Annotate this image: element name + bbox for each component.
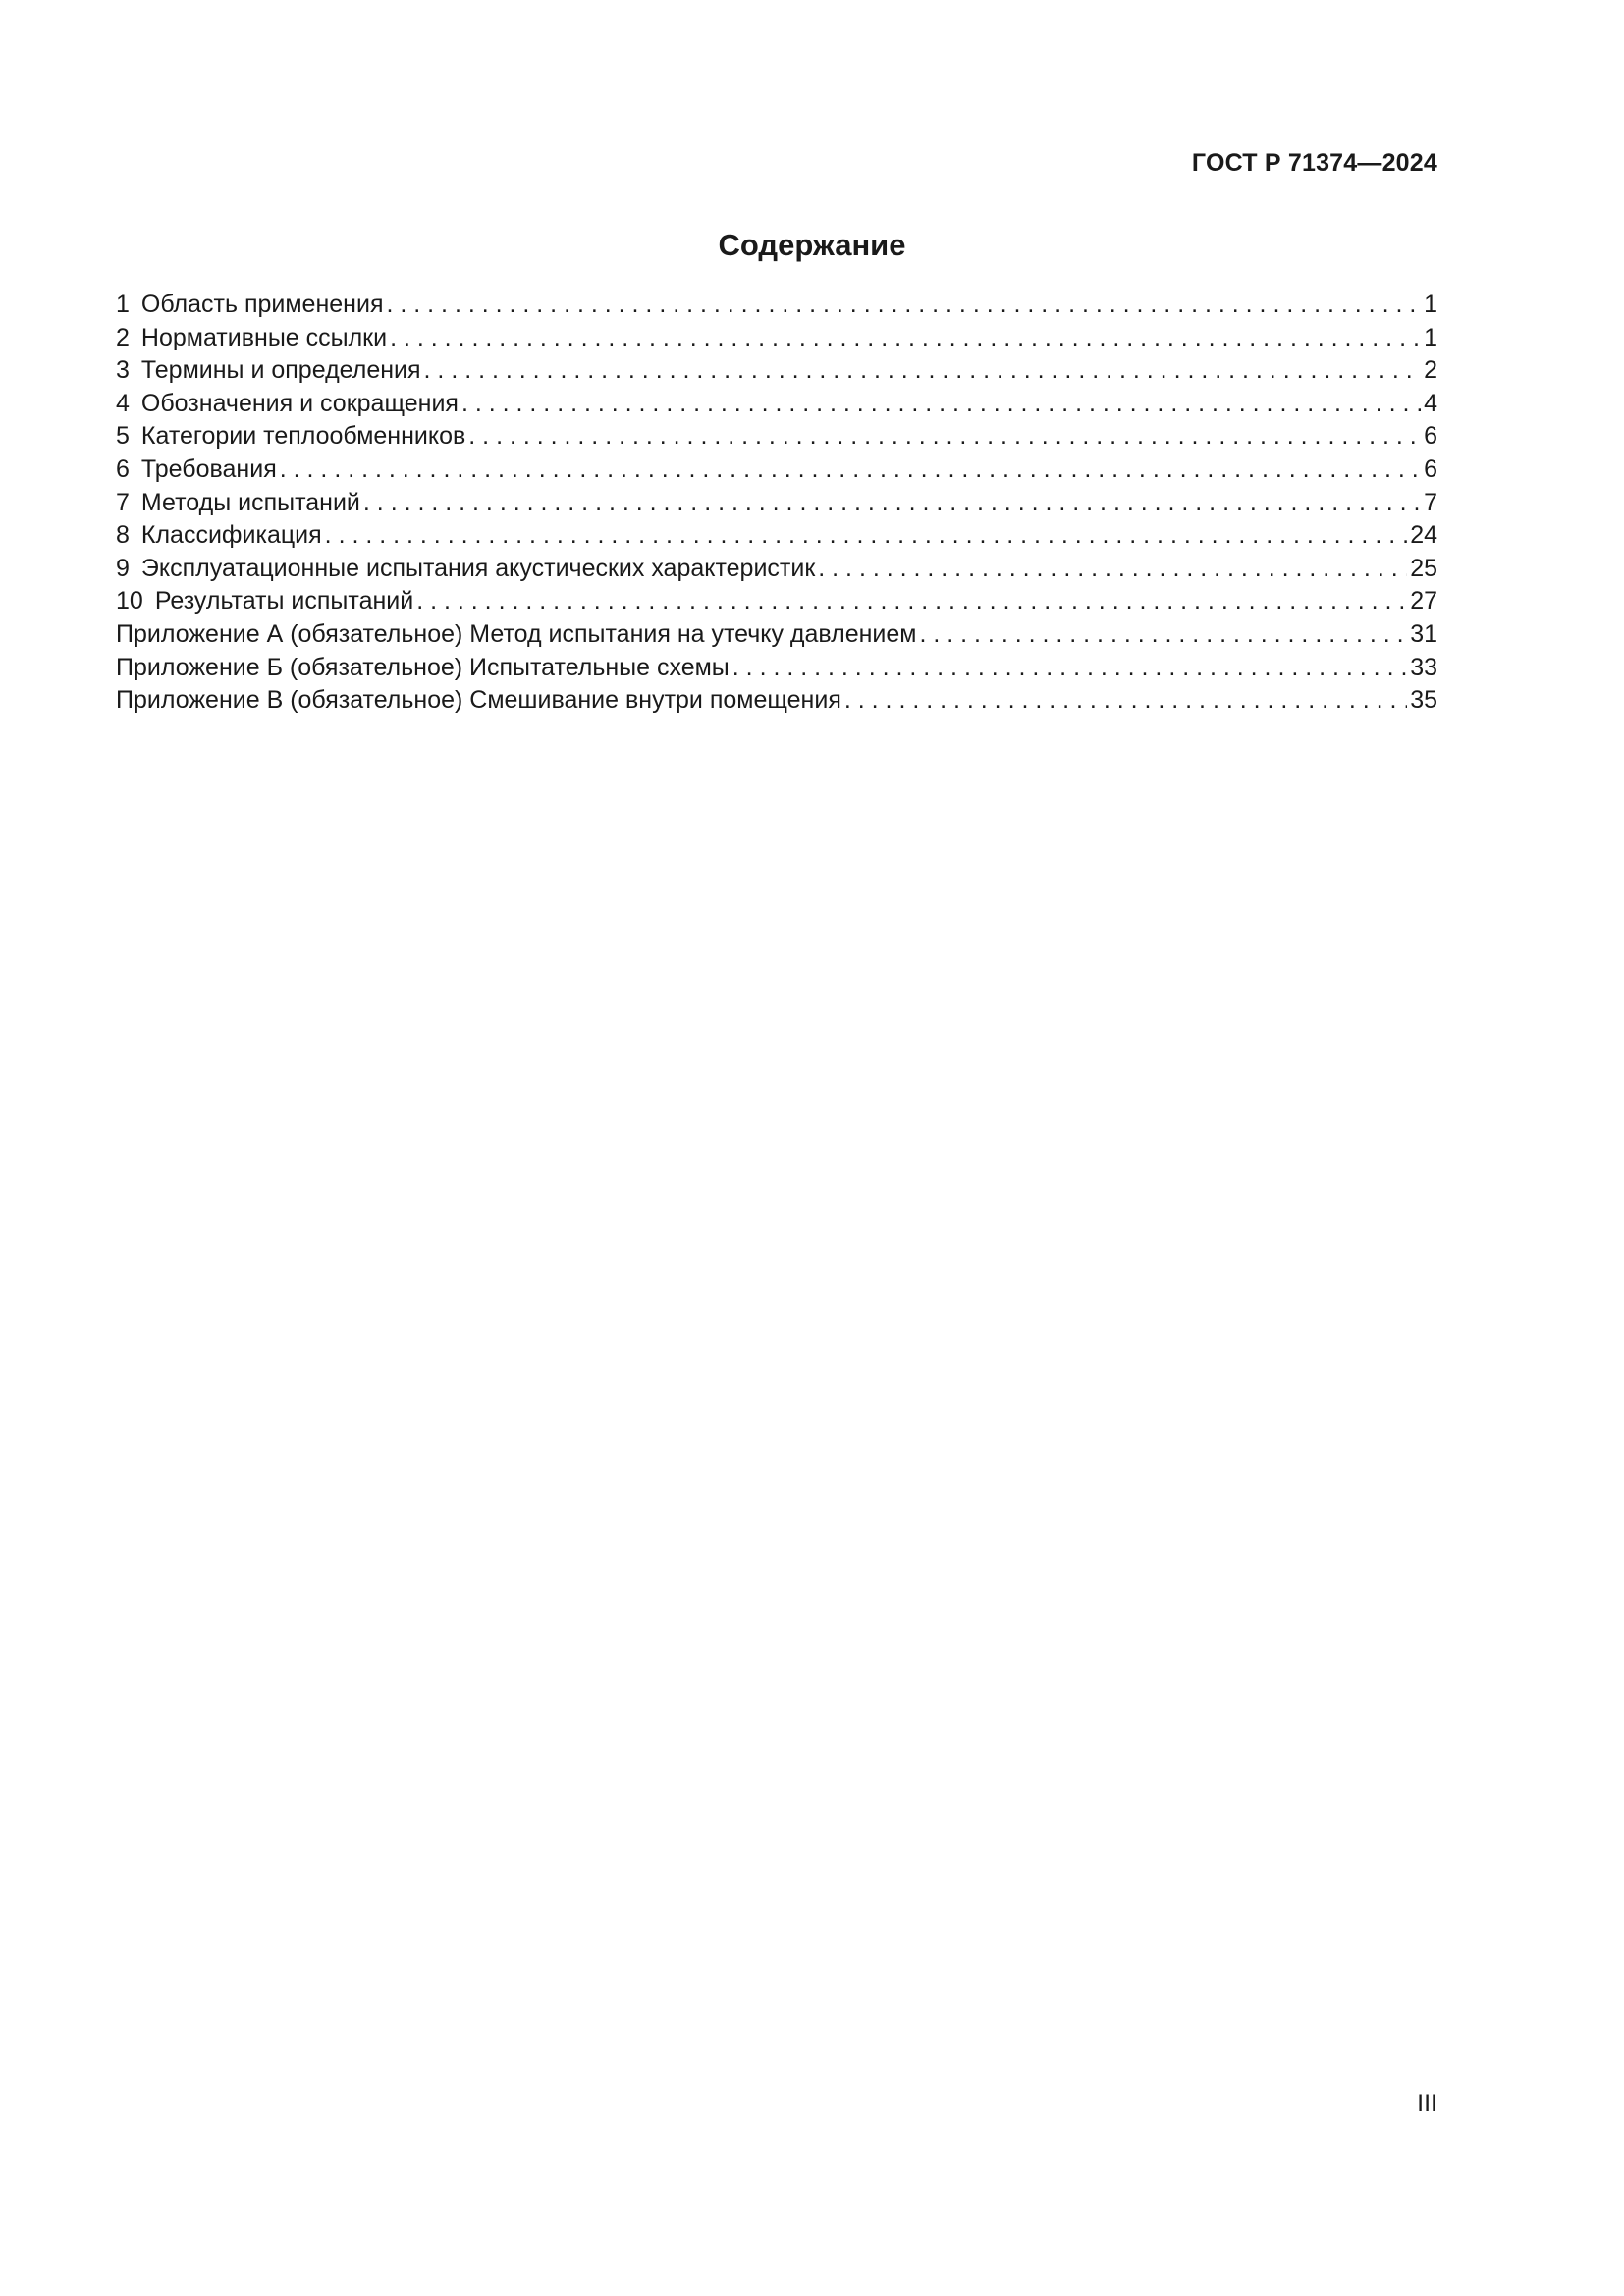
- toc-leader-dots: [732, 652, 1407, 685]
- toc-leader-dots: [280, 454, 1421, 487]
- toc-entry[interactable]: [116, 354, 1437, 388]
- toc-entry-page: 33: [1410, 653, 1437, 681]
- toc-entry[interactable]: [116, 322, 1437, 355]
- toc-entry[interactable]: [116, 585, 1437, 618]
- toc-entry-number: 7: [116, 488, 130, 516]
- toc-entry-page: 1: [1424, 291, 1437, 318]
- toc-entry-title: Результаты испытаний: [154, 587, 414, 615]
- toc-entry-number: 1: [116, 291, 130, 318]
- toc-entry-appendix-b[interactable]: [116, 652, 1437, 685]
- toc-entry-number: 2: [116, 323, 130, 351]
- toc-entry-title: Приложение В (обязательное) Смешивание внутри помещения: [116, 686, 841, 715]
- toc-entry-number: 8: [116, 521, 130, 550]
- toc-entry[interactable]: [116, 553, 1437, 586]
- toc-entry-title: Категории теплообменников: [140, 422, 466, 451]
- toc-entry-number: 5: [116, 422, 130, 451]
- document-code: ГОСТ Р 71374—2024: [1191, 149, 1437, 177]
- toc-entry-title: Нормативные ссылки: [140, 323, 388, 351]
- toc-entry[interactable]: [116, 519, 1437, 553]
- toc-entry-appendix-v[interactable]: [116, 684, 1437, 718]
- table-of-contents: [116, 289, 1437, 718]
- toc-entry-title: Термины и определения: [140, 356, 421, 385]
- toc-entry-number: 10: [116, 587, 143, 615]
- toc-entry-number: 4: [116, 389, 130, 417]
- toc-entry-title: Классификация: [140, 521, 322, 550]
- toc-entry-page: 2: [1424, 356, 1437, 385]
- toc-entry-title: Требования: [140, 454, 277, 483]
- toc-entry-page: 27: [1410, 587, 1437, 615]
- toc-entry-number: 9: [116, 554, 130, 582]
- page-number: III: [1417, 2090, 1437, 2117]
- toc-leader-dots: [325, 519, 1408, 553]
- toc-leader-dots: [416, 585, 1407, 618]
- toc-entry-page: 7: [1424, 488, 1437, 516]
- toc-leader-dots: [461, 388, 1421, 421]
- toc-entry-page: 25: [1410, 554, 1437, 582]
- toc-entry-title: Приложение А (обязательное) Метод испытания на утечку давлением: [116, 619, 917, 648]
- toc-entry-appendix-a[interactable]: [116, 618, 1437, 652]
- toc-leader-dots: [919, 618, 1407, 652]
- toc-leader-dots: [386, 289, 1421, 322]
- toc-entry-title: Область применения: [140, 291, 384, 318]
- toc-entry[interactable]: [116, 454, 1437, 487]
- toc-entry-page: 31: [1410, 619, 1437, 648]
- toc-entry[interactable]: [116, 289, 1437, 322]
- toc-entry-title: Эксплуатационные испытания акустических характеристик: [140, 554, 816, 582]
- toc-entry[interactable]: [116, 487, 1437, 520]
- toc-entry-page: 4: [1424, 389, 1437, 417]
- toc-leader-dots: [424, 354, 1422, 388]
- toc-entry-title: Обозначения и сокращения: [140, 389, 459, 417]
- toc-leader-dots: [390, 322, 1421, 355]
- toc-entry[interactable]: [116, 420, 1437, 454]
- toc-entry-number: 6: [116, 454, 130, 483]
- toc-entry-number: 3: [116, 356, 130, 385]
- toc-title: Содержание: [718, 228, 906, 262]
- toc-entry-page: 24: [1410, 521, 1437, 550]
- toc-entry-page: 1: [1424, 323, 1437, 351]
- toc-entry-title: Методы испытаний: [140, 488, 360, 516]
- toc-leader-dots: [363, 487, 1421, 520]
- toc-entry-page: 6: [1424, 454, 1437, 483]
- toc-leader-dots: [468, 420, 1421, 454]
- toc-leader-dots: [844, 684, 1407, 718]
- toc-entry[interactable]: [116, 388, 1437, 421]
- toc-entry-title: Приложение Б (обязательное) Испытательные схемы: [116, 653, 730, 681]
- toc-entry-page: 35: [1410, 686, 1437, 715]
- toc-entry-page: 6: [1424, 422, 1437, 451]
- toc-leader-dots: [818, 553, 1407, 586]
